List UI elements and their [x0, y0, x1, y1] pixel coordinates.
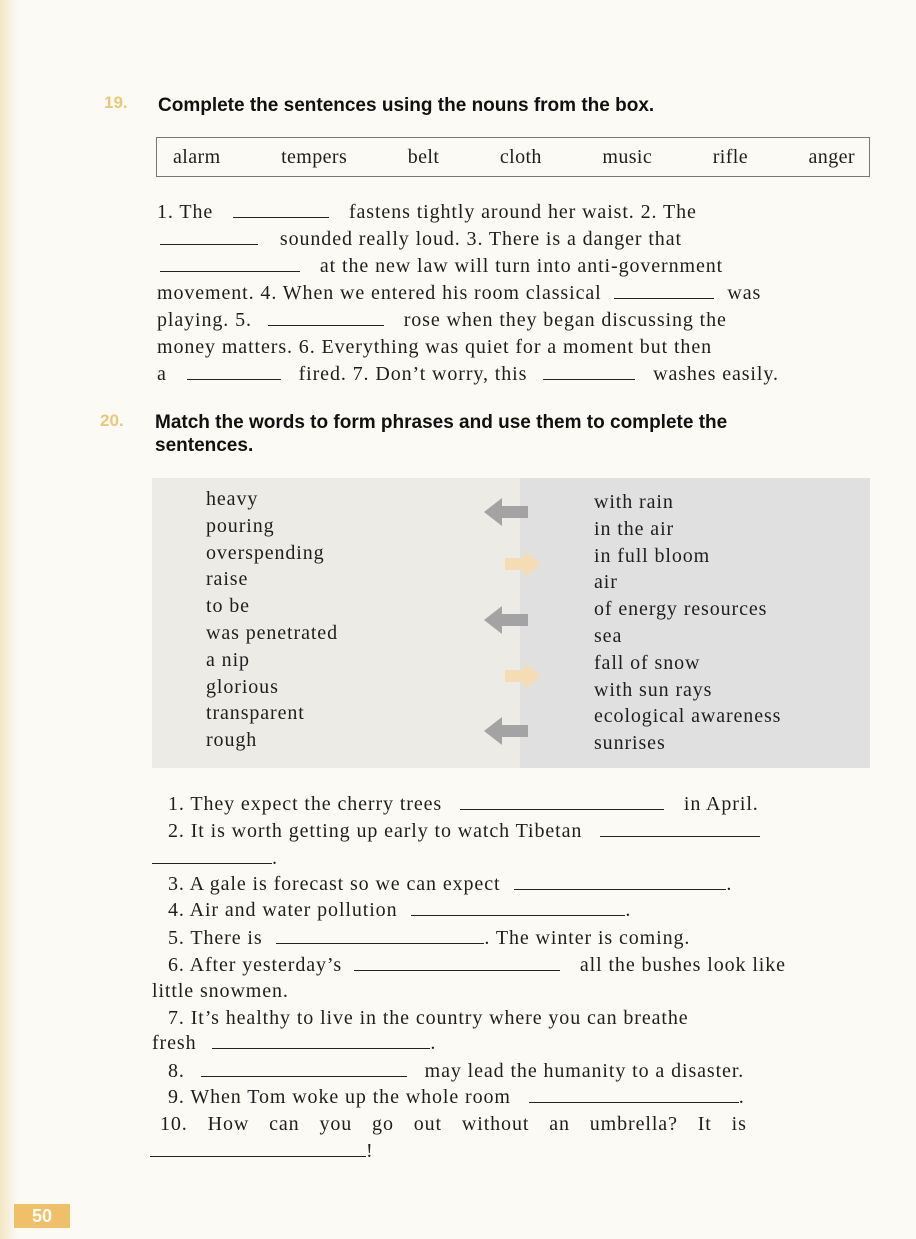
- right-word: of energy resources: [594, 598, 768, 621]
- box-word: tempers: [281, 145, 348, 168]
- right-word: sea: [594, 624, 623, 647]
- box-word: anger: [808, 145, 855, 168]
- arrow-right-icon: [503, 661, 543, 691]
- right-word: in the air: [594, 517, 675, 540]
- arrow-left-icon: [482, 604, 530, 636]
- left-word: pouring: [206, 514, 275, 537]
- answer-blank[interactable]: [152, 847, 272, 864]
- left-word: transparent: [206, 702, 305, 725]
- left-word: a nip: [206, 648, 250, 671]
- text-line: at the new law will turn into anti-government: [160, 255, 872, 278]
- page-edge: [0, 0, 18, 1239]
- box-word: belt: [407, 145, 440, 168]
- exercise-19-number: 19.: [104, 93, 128, 112]
- box-word: rifle: [712, 145, 748, 168]
- left-word: raise: [206, 568, 249, 591]
- sentence-line: 4. Air and water pollution .: [168, 899, 632, 921]
- text-line: sounded really loud. 3. There is a danger that: [160, 228, 872, 251]
- sentence-line: fresh .: [152, 1032, 437, 1054]
- right-word: fall of snow: [594, 651, 701, 674]
- sentence-line: 7. It’s healthy to live in the country where you can breathe: [168, 1007, 689, 1029]
- word-box: [156, 137, 870, 177]
- sentence-line: 6. After yesterday’s all the bushes look like: [168, 954, 786, 976]
- exercise-20-number: 20.: [100, 411, 124, 430]
- answer-blank[interactable]: [514, 873, 726, 890]
- answer-blank[interactable]: [460, 793, 664, 810]
- left-word: glorious: [206, 675, 279, 698]
- right-word: air: [594, 571, 618, 594]
- answer-blank[interactable]: [354, 954, 560, 971]
- arrow-left-icon: [482, 715, 530, 747]
- sentence-line: 2. It is worth getting up early to watch Tibetan: [168, 820, 760, 843]
- text-line: a fired. 7. Don’t worry, this washes easily.: [157, 363, 779, 385]
- left-word: rough: [206, 729, 258, 752]
- right-word: with rain: [594, 491, 674, 513]
- sentence-line: 9. When Tom woke up the whole room .: [168, 1086, 745, 1108]
- sentence-line: !: [150, 1140, 374, 1163]
- answer-blank[interactable]: [160, 255, 300, 272]
- left-word: was penetrated: [206, 621, 338, 644]
- answer-blank[interactable]: [212, 1032, 430, 1049]
- answer-blank[interactable]: [201, 1060, 407, 1077]
- right-word-list: [594, 489, 781, 757]
- sentence-line: 8. may lead the humanity to a disaster.: [168, 1060, 745, 1082]
- exercise-19-title: Complete the sentences using the nouns from the box.: [158, 95, 655, 116]
- answer-blank[interactable]: [276, 927, 484, 944]
- answer-blank[interactable]: [187, 363, 281, 380]
- text-line: 1. The fastens tightly around her waist. 2. The: [157, 201, 697, 223]
- left-word-list: [206, 486, 338, 754]
- sentence-line: 5. There is . The winter is coming.: [168, 927, 691, 949]
- answer-blank[interactable]: [411, 899, 625, 916]
- left-word: to be: [206, 595, 250, 618]
- exercise-20-title: Match the words to form phrases and use them to complete the sentences.: [155, 412, 728, 456]
- text-line: movement. 4. When we entered his room classical was: [157, 282, 762, 304]
- box-word: alarm: [173, 145, 221, 168]
- text-line: playing. 5. rose when they began discussing the: [157, 309, 727, 331]
- sentence-line: 1. They expect the cherry trees in April.: [168, 793, 759, 815]
- arrow-right-icon: [503, 549, 543, 579]
- answer-blank[interactable]: [614, 282, 714, 299]
- right-word: sunrises: [594, 732, 666, 755]
- right-word: ecological awareness: [594, 705, 782, 728]
- answer-blank[interactable]: [150, 1140, 366, 1157]
- left-word: overspending: [206, 541, 325, 564]
- sentence-line: little snowmen.: [152, 980, 289, 1002]
- answer-blank[interactable]: [543, 363, 635, 380]
- right-word: in full bloom: [594, 544, 711, 567]
- sentence-line: 3. A gale is forecast so we can expect .: [168, 873, 733, 895]
- answer-blank[interactable]: [233, 201, 329, 218]
- box-word: cloth: [499, 145, 542, 168]
- answer-blank[interactable]: [160, 228, 258, 245]
- sentence-line: 10. How can you go out without an umbrella? It is: [160, 1113, 747, 1135]
- box-word: music: [602, 145, 653, 168]
- answer-blank[interactable]: [529, 1086, 739, 1103]
- answer-blank[interactable]: [600, 820, 760, 837]
- left-word: heavy: [206, 488, 259, 510]
- right-word: with sun rays: [594, 678, 713, 701]
- arrow-left-icon: [482, 496, 530, 528]
- text-line: money matters. 6. Everything was quiet for a moment but then: [157, 336, 712, 358]
- page-number: 50: [14, 1204, 70, 1228]
- answer-blank[interactable]: [268, 309, 384, 326]
- sentence-line: .: [152, 847, 278, 870]
